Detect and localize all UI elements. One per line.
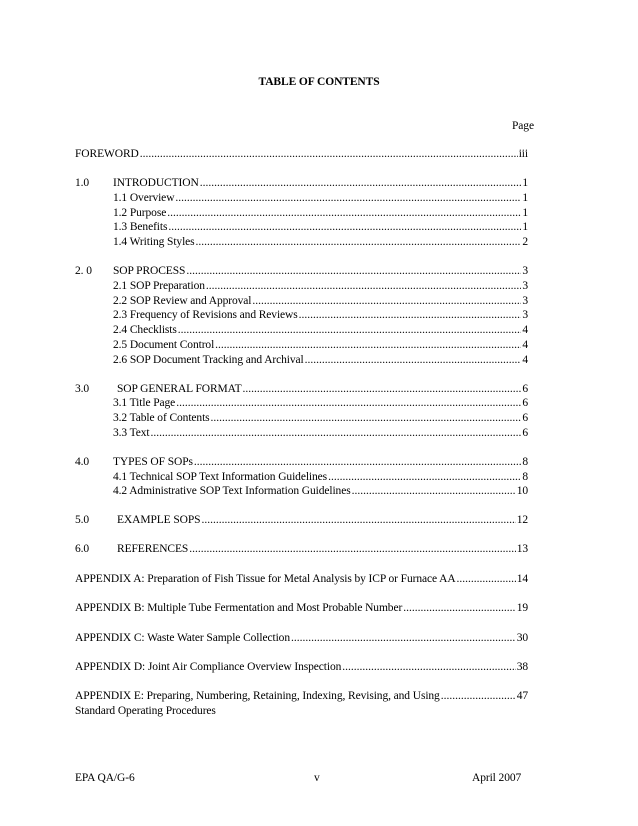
dot-leader (441, 689, 516, 703)
toc-entry-label: 2.4 Checklists (113, 324, 177, 337)
toc-entry-page: 47 (516, 690, 528, 703)
dot-leader (194, 455, 521, 469)
toc-entry-label: 2.3 Frequency of Revisions and Reviews (113, 309, 298, 322)
toc-subsection[interactable] (113, 191, 528, 205)
dot-leader (457, 572, 516, 586)
toc-entry-page: 30 (516, 631, 528, 644)
toc-entry-label: 4.1 Technical SOP Text Information Guidelines (113, 470, 328, 483)
dot-leader (140, 147, 518, 161)
toc-entry-page: 14 (516, 572, 528, 585)
toc-appendix-c[interactable] (75, 631, 528, 645)
toc-entry-label: REFERENCES (117, 543, 189, 555)
toc-entry-page: 3 (522, 294, 528, 307)
toc-entry-page: 6 (522, 397, 528, 410)
dot-leader (151, 426, 522, 440)
toc-entry-page: 1 (522, 191, 528, 204)
dot-leader (176, 396, 521, 410)
toc-entry-label: 3.2 Table of Contents (113, 412, 210, 425)
toc-subsection[interactable] (113, 484, 528, 498)
footer-date: April 2007 (472, 772, 522, 784)
dot-leader (342, 660, 515, 674)
toc-subsection[interactable] (113, 220, 528, 234)
toc-entry-page: 19 (516, 602, 528, 615)
toc-entry-label: 3.3 Text (113, 427, 150, 439)
toc-subsection[interactable] (113, 338, 528, 352)
toc-entry-page: 38 (516, 661, 528, 673)
toc-appendix-a[interactable] (75, 572, 528, 586)
toc-foreword[interactable] (75, 147, 528, 161)
toc-appendix-d[interactable] (75, 660, 528, 674)
toc-subsection[interactable] (113, 294, 528, 308)
toc-subsection[interactable] (113, 353, 528, 367)
toc-entry-page: 8 (522, 470, 528, 483)
toc-entry-label: APPENDIX E: Preparing, Numbering, Retaining, Indexing, Revising, and Using (75, 690, 440, 703)
toc-subsection[interactable] (113, 235, 528, 249)
toc-entry-label: EXAMPLE SOPS (117, 514, 201, 527)
dot-leader (175, 191, 521, 205)
toc-entry-label: 1.2 Purpose (113, 206, 167, 219)
toc-subsection[interactable] (113, 470, 528, 484)
toc-entry-page: 2 (522, 236, 528, 249)
toc-entry-label: 4.2 Administrative SOP Text Information Guidelines (113, 485, 351, 498)
dot-leader (403, 601, 515, 615)
toc-section-2[interactable] (113, 264, 528, 278)
toc-entry-page: 3 (522, 265, 528, 277)
dot-leader (196, 235, 522, 249)
toc-section-3[interactable] (117, 382, 528, 396)
toc-entry-page: 1 (522, 177, 528, 189)
toc-entry-page: 6 (522, 427, 528, 439)
toc-entry-label: 2.6 SOP Document Tracking and Archival (113, 353, 304, 366)
toc-entry-page: 1 (522, 221, 528, 234)
toc-entry-label: 2.1 SOP Preparation (113, 279, 205, 292)
toc-entry-page: 12 (516, 514, 528, 527)
dot-leader (206, 279, 521, 293)
toc-appendix-b[interactable] (75, 601, 528, 615)
toc-entry-page: 4 (522, 324, 528, 337)
toc-subsection[interactable] (113, 323, 528, 337)
section-number: 4.0 (75, 455, 90, 468)
toc-entry-page: 1 (522, 206, 528, 219)
dot-leader (168, 220, 521, 234)
dot-leader (186, 264, 521, 278)
dot-leader (201, 513, 515, 527)
toc-entry-page: 3 (522, 309, 528, 322)
toc-entry-label: APPENDIX A: Preparation of Fish Tissue for Metal Analysis by ICP or Furnace AA (75, 572, 456, 585)
dot-leader (243, 382, 522, 396)
toc-subsection[interactable] (113, 206, 528, 220)
toc-entry-label: 1.3 Benefits (113, 221, 168, 234)
toc-entry-label: APPENDIX B: Multiple Tube Fermentation and Most Probable Number (75, 602, 403, 615)
page-title: TABLE OF CONTENTS (258, 76, 380, 88)
toc-entry-label: 3.1 Title Page (113, 397, 176, 410)
dot-leader (215, 338, 521, 352)
toc-entry-label: 1.1 Overview (113, 191, 175, 204)
toc-entry-label: INTRODUCTION (113, 177, 199, 189)
toc-entry-label: FOREWORD (75, 148, 139, 160)
dot-leader (178, 323, 522, 337)
toc-entry-label: SOP GENERAL FORMAT (117, 382, 242, 395)
page-column-header: Page (512, 120, 534, 132)
toc-subsection[interactable] (113, 396, 528, 410)
section-number: 6.0 (75, 543, 90, 555)
section-number: 2. 0 (75, 265, 92, 277)
toc-entry-page: 6 (522, 412, 528, 425)
dot-leader (211, 411, 522, 425)
toc-entry-label: 2.5 Document Control (113, 339, 215, 351)
toc-entry-label: APPENDIX D: Joint Air Compliance Overview Inspection (75, 661, 342, 673)
toc-entry-page: 13 (516, 543, 528, 555)
toc-entry-label: APPENDIX C: Waste Water Sample Collection (75, 631, 290, 644)
toc-section-4[interactable] (113, 455, 528, 469)
toc-appendix-e[interactable] (75, 689, 528, 703)
toc-entry-label: TYPES OF SOPs (113, 455, 193, 468)
toc-subsection[interactable] (113, 426, 528, 440)
dot-leader (299, 308, 522, 322)
toc-section-5[interactable] (117, 513, 528, 527)
toc-appendix-continuation: Standard Operating Procedures (75, 704, 216, 717)
toc-section-1[interactable] (113, 176, 528, 190)
toc-entry-label: 1.4 Writing Styles (113, 236, 195, 249)
dot-leader (291, 631, 516, 645)
toc-entry-label: 2.2 SOP Review and Approval (113, 294, 252, 307)
dot-leader (167, 206, 521, 220)
toc-entry-page: iii (518, 148, 528, 160)
dot-leader (328, 470, 521, 484)
toc-entry-page: 3 (522, 279, 528, 292)
toc-entry-page: 4 (522, 339, 528, 351)
toc-subsection[interactable] (113, 411, 528, 425)
toc-entry-page: 6 (522, 382, 528, 395)
toc-entry-label: SOP PROCESS (113, 265, 186, 277)
dot-leader (189, 542, 515, 556)
toc-entry-page: 4 (522, 353, 528, 366)
section-number: 5.0 (75, 514, 90, 527)
section-number: 1.0 (75, 177, 90, 189)
footer-page-number: v (314, 772, 320, 784)
section-number: 3.0 (75, 382, 90, 395)
toc-subsection[interactable] (113, 279, 528, 293)
toc-entry-page: 10 (516, 485, 528, 498)
footer-doc-id: EPA QA/G-6 (75, 772, 135, 784)
toc-section-6[interactable] (117, 542, 528, 556)
toc-entry-page: 8 (522, 455, 528, 468)
dot-leader (305, 353, 522, 367)
toc-subsection[interactable] (113, 308, 528, 322)
dot-leader (352, 484, 516, 498)
dot-leader (252, 294, 521, 308)
dot-leader (200, 176, 522, 190)
